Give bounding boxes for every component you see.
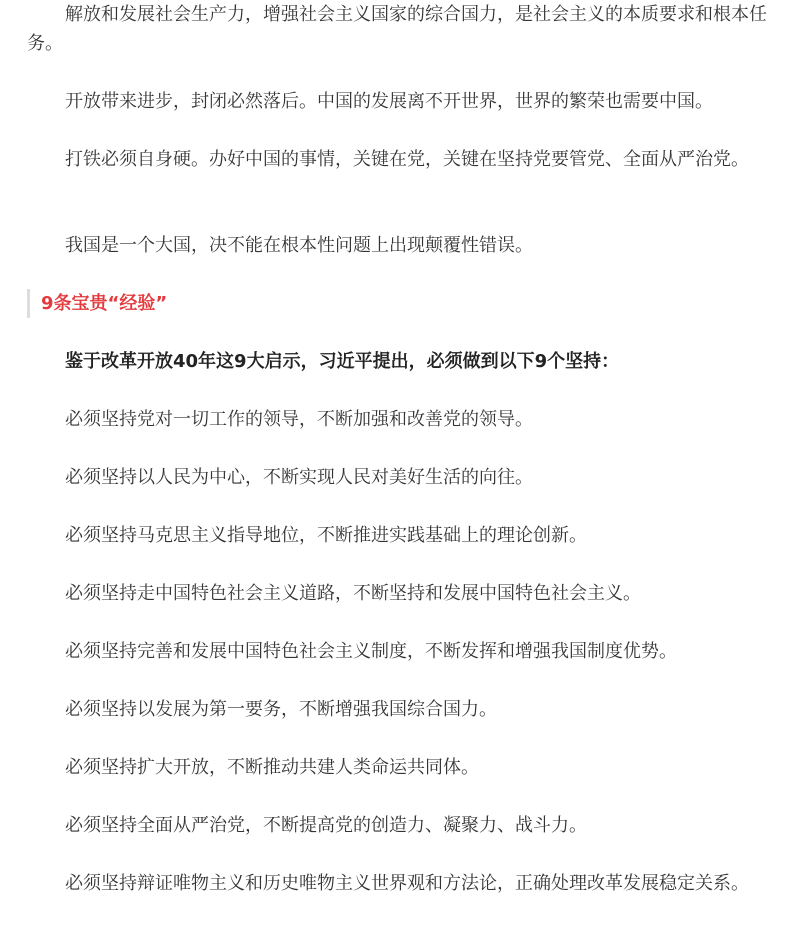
list-item: 必须坚持党对一切工作的领导，不断加强和改善党的领导。 <box>65 409 533 430</box>
list-item: 必须坚持走中国特色社会主义道路，不断坚持和发展中国特色社会主义。 <box>65 583 641 604</box>
paragraph-opening-up: 开放带来进步，封闭必然落后。中国的发展离不开世界，世界的繁荣也需要中国。 <box>65 91 713 112</box>
list-item: 必须坚持马克思主义指导地位，不断推进实践基础上的理论创新。 <box>65 525 587 546</box>
heading-accent-bar <box>27 289 30 318</box>
list-item: 必须坚持全面从严治党，不断提高党的创造力、凝聚力、战斗力。 <box>65 815 587 836</box>
section-heading-text: 9条宝贵“经验” <box>41 293 168 314</box>
list-item: 必须坚持以人民为中心，不断实现人民对美好生活的向往。 <box>65 467 533 488</box>
paragraph-productivity: 解放和发展社会生产力，增强社会主义国家的综合国力，是社会主义的本质要求和根本任务。 <box>27 4 767 54</box>
list-item: 必须坚持以发展为第一要务，不断增强我国综合国力。 <box>65 699 497 720</box>
list-item: 必须坚持辩证唯物主义和历史唯物主义世界观和方法论，正确处理改革发展稳定关系。 <box>65 873 749 894</box>
paragraph-big-country: 我国是一个大国，决不能在根本性问题上出现颠覆性错误。 <box>65 235 533 256</box>
paragraph-party-discipline: 打铁必须自身硬。办好中国的事情，关键在党，关键在坚持党要管党、全面从严治党。 <box>65 149 749 170</box>
list-item: 必须坚持扩大开放，不断推动共建人类命运共同体。 <box>65 757 479 778</box>
list-item: 必须坚持完善和发展中国特色社会主义制度，不断发挥和增强我国制度优势。 <box>65 641 677 662</box>
section-lead: 鉴于改革开放40年这9大启示，习近平提出，必须做到以下9个坚持： <box>65 351 620 372</box>
section-heading <box>27 289 775 318</box>
